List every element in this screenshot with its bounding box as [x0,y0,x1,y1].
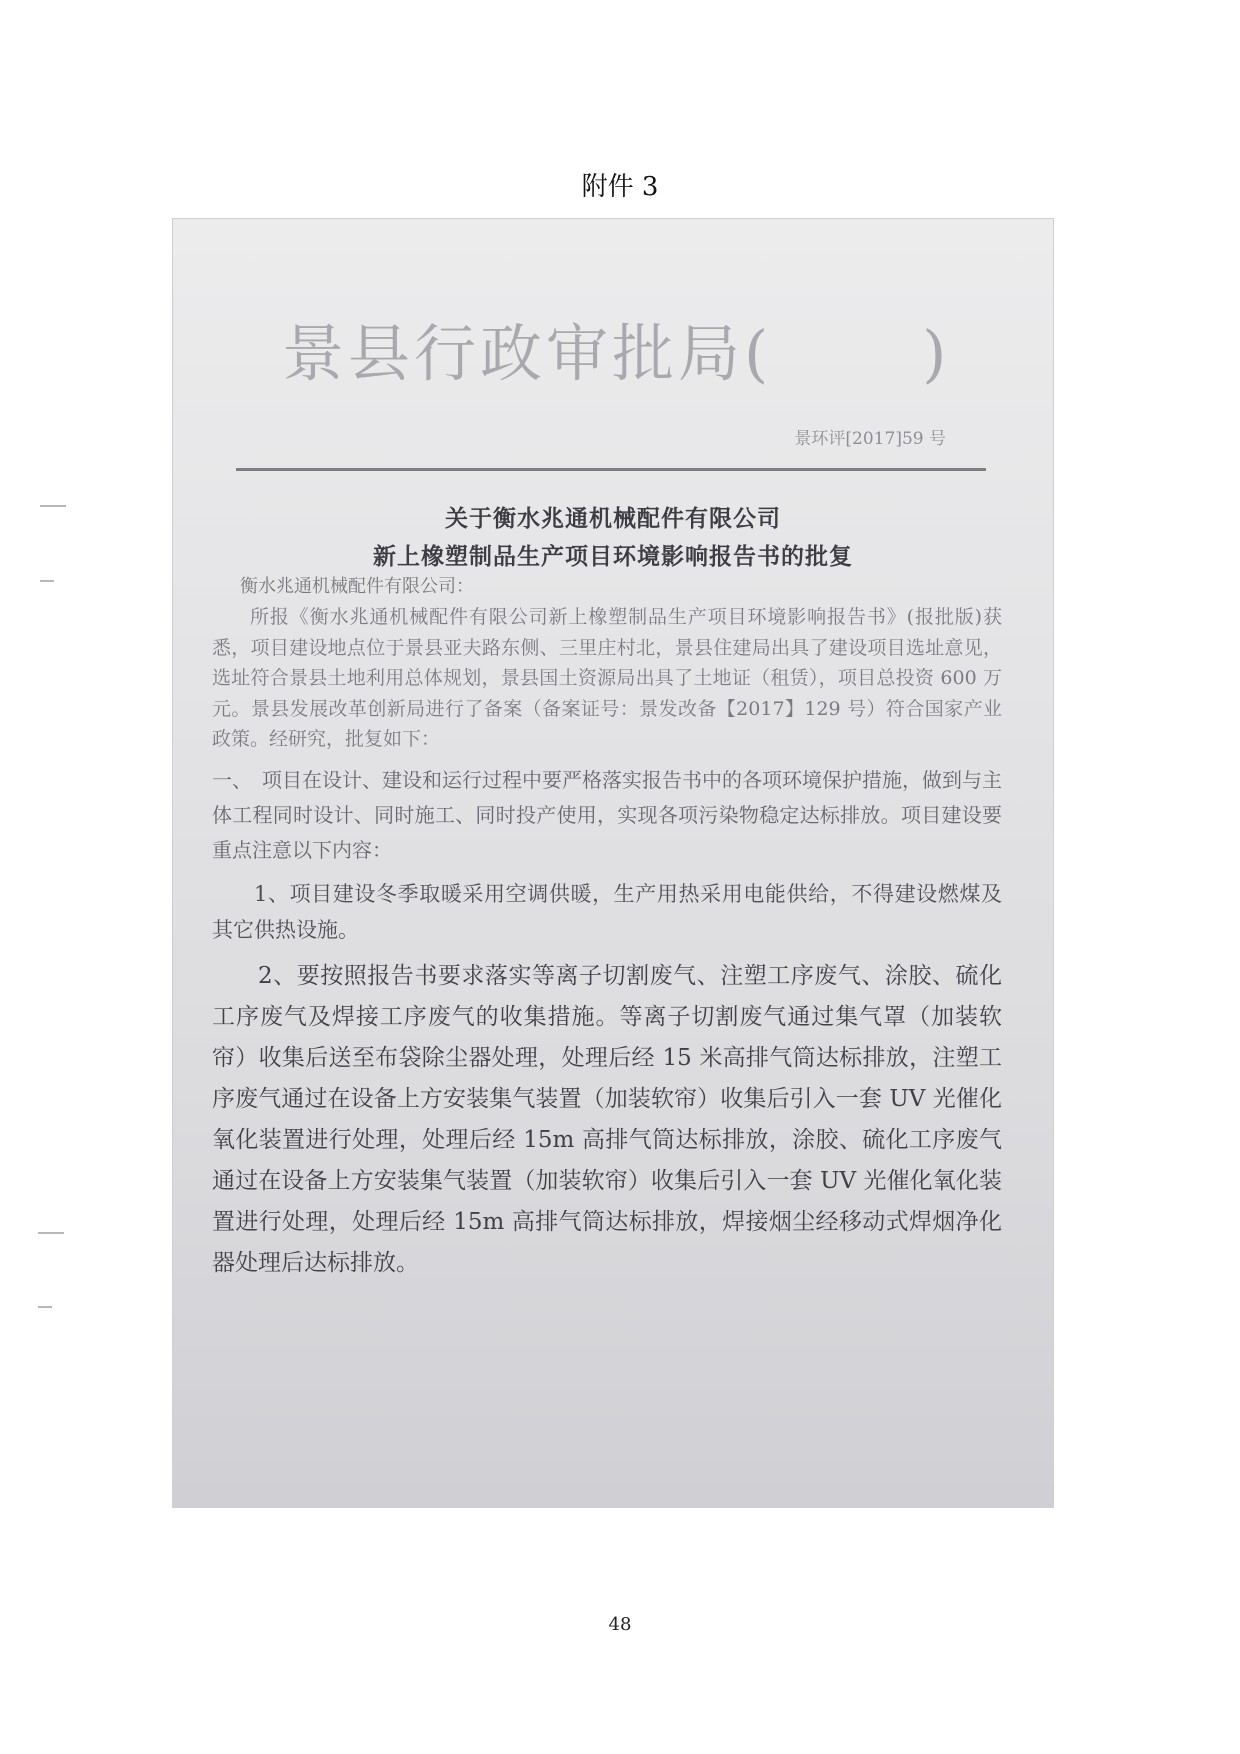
document-title-line-1: 关于衡水兆通机械配件有限公司 [445,505,781,532]
page-number: 48 [608,1614,632,1635]
agency-header-close-paren: ) [922,317,951,390]
agency-header [282,304,982,393]
paragraph-background: 所报《衡水兆通机械配件有限公司新上橡塑制品生产项目环境影响报告书》(报批版)获悉，项目建设地点位于景县亚夫路东侧、三里庄村北，景县住建局出具了建设项目选址意见，选址符合景县土地利用总体规划，景县国土资源局出具了土地证（租赁），项目总投资 600 万元。景县发展改革创新局进行了备案（备案证号：景发改备【2017】129 号）符合国家产业政策。经研究，批复如下： [212,606,1002,750]
paragraph-heating: 1、项目建设冬季取暖采用空调供暖，生产用热采用电能供给，不得建设燃煤及其它供热设施。 [212,881,1002,942]
scanned-document [172,218,1054,1508]
scan-speck [40,505,66,507]
document-title-line-2: 新上橡塑制品生产项目环境影响报告书的批复 [373,543,853,570]
addressee: 衡水兆通机械配件有限公司： [240,576,474,597]
scan-speck [40,580,54,582]
agency-header-name: 景县行政审批局( [282,317,773,390]
paragraph-item-1: 一、 项目在设计、建设和运行过程中要严格落实报告书中的各项环境保护措施，做到与主体工程同时设计、同时施工、同时投产使用，实现各项污染物稳定达标排放。项目建设要重点注意以下内容： [212,767,1002,862]
paragraph-exhaust: 2、要按照报告书要求落实等离子切割废气、注塑工序废气、涂胶、硫化工序废气及焊接工序废气的收集措施。等离子切割废气通过集气罩（加装软帘）收集后送至布袋除尘器处理，处理后经 15 米高排气筒达标排放，注塑工序废气通过在设备上方安装集气装置（加装软帘）收集后引入一套 UV 光催化氧化装置进行处理，处理后经 15m 高排气筒达标排放，涂胶、硫化工序废气通过在设备上方安装集气装置（加装软帘）收集后引入一套 UV 光催化氧化装置进行处理，处理后经 15m 高排气筒达标排放，焊接烟尘经移动式焊烟净化器处理后达标排放。 [212,962,1002,1276]
document-number: 景环评[2017]59 号 [794,429,946,449]
document-body [212,602,1002,1292]
scan-speck [38,1306,52,1308]
header-rule [236,468,986,471]
scan-speck [38,1232,64,1234]
attachment-title: 附件 3 [581,172,659,202]
